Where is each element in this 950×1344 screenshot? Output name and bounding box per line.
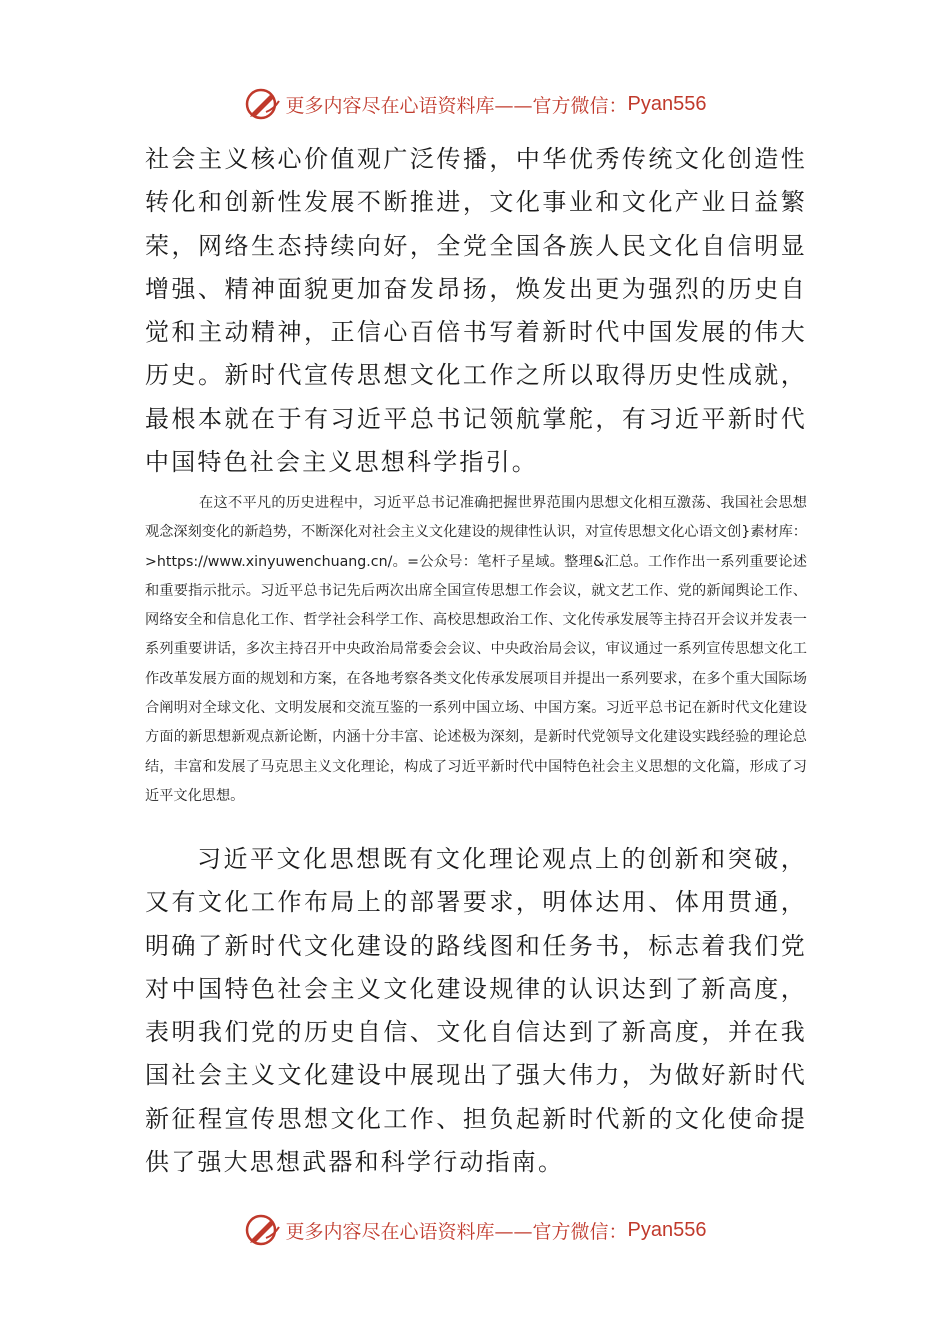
pen-logo-icon (244, 87, 282, 121)
pen-logo-icon (244, 1213, 282, 1247)
header-banner (0, 84, 950, 124)
footer-banner-text: 更多内容尽在心语资料库—— (285, 1220, 533, 1243)
header-wechat-id: Pyan556 (627, 92, 707, 115)
paragraph-1: 社会主义核心价值观广泛传播，中华优秀传统文化创造性转化和创新性发展不断推进，文化事业和文化产业日益繁荣，网络生态持续向好，全党全国各族人民文化自信明显增强、精神面貌更加奋发昂扬，焕发出更为强烈的历史自觉和主动精神，正信心百倍书写着新时代中国发展的伟大历史。新时代宣传思想文化工作之所以取得历史性成就，最根本就在于有习近平总书记领航掌舵，有习近平新时代中国特色社会主义思想科学指引。 (145, 145, 807, 477)
paragraph-2: 在这不平凡的历史进程中，习近平总书记准确把握世界范围内思想文化相互激荡、我国社会思想观念深刻变化的新趋势，不断深化对社会主义文化建设的规律性认识，对宣传思想文化心语文创}素材库：>https://www.xinyuwenchuang.cn/。=公众号：笔杆子星域。整理&汇总。工作作出一系列重要论述和重要指示批示。习近平总书记先后两次出席全国宣传思想工作会议，就文艺工作、党的新闻舆论工作、网络安全和信息化工作、哲学社会科学工作、高校思想政治工作、文化传承发展等主持召开会议并发表一系列重要讲话，多次主持召开中央政治局常委会会议、中央政治局会议，审议通过一系列宣传思想文化工作改革发展方面的规划和方案，在各地考察各类文化传承发展项目并提出一系列要求，在多个重大国际场合阐明对全球文化、文明发展和交流互鉴的一系列中国立场、中国方案。习近平总书记在新时代文化建设方面的新思想新观点新论断，内涵十分丰富、论述极为深刻，是新时代党领导文化建设实践经验的理论总结，丰富和发展了马克思主义文化理论，构成了习近平新时代中国特色社会主义思想的文化篇，形成了习近平文化思想。 (145, 495, 807, 804)
footer-wechat-id: Pyan556 (627, 1218, 707, 1241)
footer-wechat-label: 官方微信： (532, 1220, 628, 1243)
header-banner-text: 更多内容尽在心语资料库—— (285, 94, 533, 117)
footer-banner (0, 1210, 950, 1250)
paragraph-3: 习近平文化思想既有文化理论观点上的创新和突破，又有文化工作布局上的部署要求，明体达用、体用贯通，明确了新时代文化建设的路线图和任务书，标志着我们党对中国特色社会主义文化建设规律的认识达到了新高度，表明我们党的历史自信、文化自信达到了新高度，并在我国社会主义文化建设中展现出了强大伟力，为做好新时代新征程宣传思想文化工作、担负起新时代新的文化使命提供了强大思想武器和科学行动指南。 (145, 845, 807, 1177)
header-wechat-label: 官方微信： (532, 94, 628, 117)
